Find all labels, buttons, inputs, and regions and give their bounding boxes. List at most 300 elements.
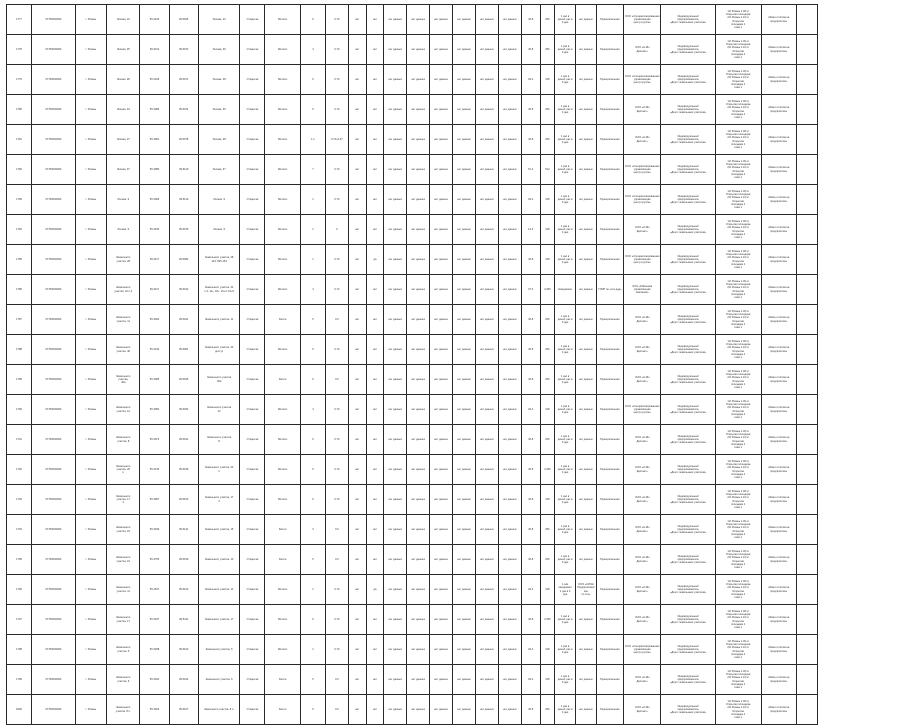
table-cell: 1/2 Рязань 1.00 ut Открытая площадка 2/2 Рязань 1.10 ut Открытая площадка 1 этаж 1	[715, 5, 761, 35]
table-cell: 1/2 Рязань 1.00 ut Открытая площадка 2/2 Рязань 1.10 ut Открытая площадка 1 этаж 1	[715, 95, 761, 125]
table-row	[7, 125, 818, 155]
table-cell: 1 раз в день/1 раз в 3 дня	[555, 425, 576, 455]
table-cell: 1 раз в день/1 раз в 3 дня	[555, 155, 576, 185]
table-cell: 1779	[7, 65, 32, 95]
table-cell: г. Рязань	[75, 155, 106, 185]
table-cell: Ежедневно	[555, 275, 576, 305]
table-cell: 0.70	[325, 485, 348, 515]
table-cell: 67760000000	[32, 335, 76, 365]
table-cell: нет данных	[453, 605, 476, 635]
table-cell: 4.350	[540, 455, 555, 485]
table-cell: нет данных	[576, 485, 597, 515]
table-cell: 256	[540, 335, 555, 365]
table-cell: нет данных	[453, 665, 476, 695]
table-cell: нет данных	[430, 545, 453, 575]
table-cell: 39.5102	[169, 635, 198, 665]
table-cell: Бетон	[265, 365, 300, 395]
table-cell: Металл	[265, 575, 300, 605]
table-cell: нет данных	[430, 155, 453, 185]
table-cell: нет данных	[407, 575, 430, 605]
table-cell: нет	[348, 275, 366, 305]
table-cell: нет данных	[576, 125, 597, 155]
table-cell: 256	[540, 545, 555, 575]
table-cell: Открытая	[240, 245, 265, 275]
table-cell: нет данных	[453, 395, 476, 425]
table-cell: нет данных	[430, 245, 453, 275]
table-cell: нет	[366, 665, 384, 695]
table-cell: 40.8	[521, 455, 540, 485]
table-cell: нет данных	[407, 455, 430, 485]
empty-cell	[796, 185, 817, 215]
table-cell: нет данных	[407, 95, 430, 125]
table-cell: Земельного участка, 5	[198, 635, 240, 665]
table-cell: 1793	[7, 485, 32, 515]
table-cell: нет данных	[453, 155, 476, 185]
table-cell: обмен отчётов на предприятии»	[761, 125, 796, 155]
table-cell: Металл	[265, 425, 300, 455]
table-cell: 1794	[7, 515, 32, 545]
table-cell: нет данных	[407, 545, 430, 575]
table-cell: нет данных	[576, 5, 597, 35]
table-cell: 1 раз в день/1 раз в 3 дня	[555, 635, 576, 665]
table-cell: 56.3096	[140, 185, 169, 215]
table-cell: г. Рязань	[75, 35, 106, 65]
table-cell: Земельного участка, 8 п.	[107, 695, 140, 725]
table-cell: нет данных	[475, 335, 498, 365]
table-cell: 39.5421	[169, 305, 198, 335]
table-cell: 1800	[7, 695, 32, 725]
table-cell: нет данных	[498, 665, 521, 695]
table-cell: Открытая	[240, 605, 265, 635]
table-cell: нет	[348, 125, 366, 155]
table-cell: 256	[540, 95, 555, 125]
table-cell: нет данных	[453, 65, 476, 95]
table-cell: нет данных	[407, 395, 430, 425]
table-cell: Земельного участка, 12	[107, 395, 140, 425]
table-cell: Лесная, 9	[107, 215, 140, 245]
table-cell: Муниципальная	[596, 305, 623, 335]
table-cell: 6	[300, 485, 325, 515]
table-cell: Индивидуальный предприниматель «Дом с земельным участком»	[661, 65, 715, 95]
table-cell: обмен отчётов на предприятии»	[761, 155, 796, 185]
table-cell: Металл	[265, 215, 300, 245]
table-cell: 29.4	[521, 635, 540, 665]
table-cell: нет данных	[384, 395, 407, 425]
empty-cell	[796, 335, 817, 365]
table-cell: нет	[348, 35, 366, 65]
table-cell: 4	[300, 275, 325, 305]
table-cell: 67760000000	[32, 35, 76, 65]
table-cell: нет данных	[384, 575, 407, 605]
table-cell: г. Рязань	[75, 305, 106, 335]
table-cell: нет данных	[384, 665, 407, 695]
table-cell: Муниципальная	[596, 95, 623, 125]
table-cell: 0.6	[325, 695, 348, 725]
table-cell: Муниципальная	[596, 395, 623, 425]
table-cell: 0.70	[325, 455, 348, 485]
table-cell: нет данных	[498, 5, 521, 35]
table-cell: нет данных	[407, 425, 430, 455]
table-cell: Муниципальная	[596, 215, 623, 245]
table-cell: 12.4	[521, 215, 540, 245]
table-cell: нет данных	[384, 245, 407, 275]
table-cell: нет	[366, 5, 384, 35]
table-cell: 56.3092	[140, 305, 169, 335]
empty-cell	[796, 155, 817, 185]
table-cell: Лесная, 25	[107, 35, 140, 65]
table-cell: 0.70	[325, 155, 348, 185]
table-cell: нет	[348, 485, 366, 515]
table-cell: нет данных	[384, 335, 407, 365]
table-cell: Открытая	[240, 635, 265, 665]
table-cell: нет	[348, 335, 366, 365]
table-cell: 39.5141	[169, 515, 198, 545]
table-cell: нет данных	[407, 125, 430, 155]
table-cell: нет данных	[498, 275, 521, 305]
table-cell: 56.3130	[140, 335, 169, 365]
table-cell: 256	[540, 515, 555, 545]
table-cell: Муниципальная	[596, 665, 623, 695]
empty-cell	[796, 635, 817, 665]
table-cell: Индивидуальный предприниматель «Дом с земельным участком»	[661, 395, 715, 425]
table-cell: нет данных	[430, 65, 453, 95]
table-cell: 67760000000	[32, 125, 76, 155]
table-cell: нет	[348, 695, 366, 725]
table-cell: Земельного участка, 11	[198, 575, 240, 605]
table-cell: нет данных	[498, 245, 521, 275]
table-cell: ООО «К-ЭН Депозит»	[623, 605, 661, 635]
table-cell: 0.70	[325, 95, 348, 125]
table-cell: г. Рязань	[75, 635, 106, 665]
table-cell: 0.70	[325, 335, 348, 365]
table-cell: 56.3084	[140, 395, 169, 425]
table-cell: нет данных	[384, 65, 407, 95]
table-cell: 1797	[7, 605, 32, 635]
table-row	[7, 305, 818, 335]
table-cell: 0.70	[325, 635, 348, 665]
table-cell: Муниципальная	[596, 65, 623, 95]
table-cell: нет данных	[430, 185, 453, 215]
table-cell: ООО «К-ЭН Депозит»	[623, 35, 661, 65]
table-cell: 40.8	[521, 95, 540, 125]
table-cell: нет данных	[576, 665, 597, 695]
table-cell: г. Рязань	[75, 485, 106, 515]
table-cell: нет данных	[475, 395, 498, 425]
table-cell: 40.8	[521, 5, 540, 35]
table-cell: ООО «СИЭН Предприниматель по хоз»	[576, 575, 597, 605]
table-cell: нет данных	[453, 425, 476, 455]
table-cell: г. Рязань	[75, 365, 106, 395]
table-cell: 1	[300, 215, 325, 245]
table-cell: нет данных	[453, 275, 476, 305]
table-cell: нет данных	[407, 5, 430, 35]
table-cell: нет данных	[576, 305, 597, 335]
table-cell: 67760000000	[32, 575, 76, 605]
table-cell: нет данных	[384, 485, 407, 515]
empty-cell	[796, 695, 817, 725]
table-cell: ООО «Специализированная управляющая центр-группа»	[623, 185, 661, 215]
table-cell: нет данных	[430, 515, 453, 545]
table-cell: Металл	[265, 395, 300, 425]
table-cell: нет данных	[384, 455, 407, 485]
table-cell: ООО «К-ЭН Депозит»	[623, 515, 661, 545]
table-cell: нет	[348, 155, 366, 185]
table-cell: Открытая	[240, 155, 265, 185]
table-cell: Земельного участка, 6	[107, 665, 140, 695]
table-cell: 1792	[7, 455, 32, 485]
table-cell: нет данных	[453, 5, 476, 35]
table-cell: 1780	[7, 95, 32, 125]
table-cell: нет данных	[407, 605, 430, 635]
table-cell: нет данных	[475, 245, 498, 275]
table-cell: 0.72	[325, 275, 348, 305]
table-cell: 256	[540, 695, 555, 725]
table-cell: нет данных	[576, 155, 597, 185]
table-cell: нет данных	[576, 395, 597, 425]
table-cell: обмен отчётов на предприятии»	[761, 35, 796, 65]
table-cell: 56.3047	[140, 605, 169, 635]
table-cell: 1778	[7, 35, 32, 65]
empty-cell	[796, 545, 817, 575]
table-cell: 67760000000	[32, 305, 76, 335]
table-cell: ООО «К-ЭН Депозит»	[623, 665, 661, 695]
table-cell: 1/2 Рязань 1.00 ut Открытая площадка 2/2 Рязань 1.10 ut Открытая площадка 1 этаж 1	[715, 125, 761, 155]
table-cell: 29.4	[521, 575, 540, 605]
table-cell: 40.8	[521, 35, 540, 65]
table-cell: Муниципальная	[596, 515, 623, 545]
table-cell: нет	[366, 395, 384, 425]
table-cell: 67760000000	[32, 275, 76, 305]
table-cell: нет данных	[498, 365, 521, 395]
table-cell: Открытая	[240, 95, 265, 125]
table-cell: 29.4	[521, 665, 540, 695]
table-cell: 40.8	[521, 515, 540, 545]
table-cell: нет данных	[384, 605, 407, 635]
table-cell: нет данных	[453, 215, 476, 245]
table-cell: 128	[540, 185, 555, 215]
table-cell: 1/2 Рязань 1.00 ut Открытая площадка 2/2 Рязань 1.10 ut Открытая площадка 1 этаж 1	[715, 425, 761, 455]
table-cell: да	[366, 245, 384, 275]
table-cell: 1 раз в день/1 раз в 3 дня	[555, 515, 576, 545]
table-cell: Земельного участка 40а	[198, 365, 240, 395]
table-cell: г. Рязань	[75, 665, 106, 695]
table-cell: 67760000000	[32, 635, 76, 665]
table-cell: 0.6	[325, 515, 348, 545]
table-cell: Земельного участка, 42 п.4	[107, 275, 140, 305]
table-cell: 1	[300, 635, 325, 665]
table-cell: 4.350	[540, 605, 555, 635]
table-cell: нет данных	[384, 5, 407, 35]
table-cell: нет данных	[498, 605, 521, 635]
table-cell: нет данных	[453, 455, 476, 485]
table-cell: 5	[300, 455, 325, 485]
table-cell: нет данных	[407, 335, 430, 365]
table-cell: 1789	[7, 365, 32, 395]
table-cell: 67760000000	[32, 485, 76, 515]
table-cell: нет данных	[430, 335, 453, 365]
table-cell: 39.5191	[169, 425, 198, 455]
table-cell: 1 раз в день/1 раз в 3 дня	[555, 305, 576, 335]
table-cell: нет данных	[475, 665, 498, 695]
register-table	[6, 4, 818, 725]
table-cell: 1/2 Рязань 1.00 ut Открытая площадка 2/2 Рязань 1.10 ut Открытая площадка 1 этаж 1	[715, 485, 761, 515]
table-cell: 39.5116	[169, 185, 198, 215]
table-cell: нет данных	[453, 245, 476, 275]
empty-cell	[796, 665, 817, 695]
table-cell: обмен отчётов на предприятии»	[761, 665, 796, 695]
table-cell: Металл	[265, 635, 300, 665]
table-cell: нет данных	[475, 425, 498, 455]
table-cell: ООО «К-ЭН Депозит»	[623, 335, 661, 365]
table-cell: нет данных	[475, 635, 498, 665]
table-cell: нет данных	[430, 125, 453, 155]
table-cell: 6	[300, 5, 325, 35]
table-cell: Индивидуальный предприниматель «Дом с земельным участком»	[661, 575, 715, 605]
table-cell: 0.6	[325, 305, 348, 335]
table-cell: нет	[348, 425, 366, 455]
table-cell: обмен отчётов на предприятии»	[761, 305, 796, 335]
table-cell: ООО «Специализированная управляющая центр-группа»	[623, 65, 661, 95]
table-cell: нет	[366, 515, 384, 545]
table-cell: Земельного участка, 28 143, 595-154	[198, 245, 240, 275]
table-cell: Лесная, 37	[107, 125, 140, 155]
table-cell: нет данных	[498, 485, 521, 515]
table-cell: 39.5425	[169, 365, 198, 395]
table-cell: 56.3080	[140, 155, 169, 185]
table-cell: нет	[348, 665, 366, 695]
table-cell: нет данных	[453, 125, 476, 155]
table-cell: нет	[366, 365, 384, 395]
empty-cell	[796, 395, 817, 425]
table-cell: Открытая	[240, 65, 265, 95]
table-cell: Индивидуальный предприниматель «Дом с земельным участком»	[661, 365, 715, 395]
table-cell: 39.5072	[169, 35, 198, 65]
table-cell: нет	[366, 455, 384, 485]
table-cell: нет	[348, 185, 366, 215]
table-cell: 39.5078	[169, 125, 198, 155]
table-cell: Муниципальная	[596, 605, 623, 635]
table-cell: нет данных	[576, 95, 597, 125]
table-cell: нет	[366, 545, 384, 575]
table-cell: нет данных	[576, 215, 597, 245]
table-cell: г. Рязань	[75, 335, 106, 365]
table-cell: Лесная, 26	[198, 35, 240, 65]
table-cell: Индивидуальный предприниматель «Дом с земельным участком»	[661, 245, 715, 275]
table-cell: Индивидуальный предприниматель «Дом с земельным участком»	[661, 635, 715, 665]
table-cell: 1 раз в день/1 раз в 3 дня	[555, 695, 576, 725]
table-cell: нет	[366, 605, 384, 635]
table-cell: обмен отчётов на предприятии»	[761, 395, 796, 425]
table-cell: г. Рязань	[75, 125, 106, 155]
table-cell: нет данных	[430, 485, 453, 515]
table-cell: нет	[366, 65, 384, 95]
table-cell: 1/2 Рязань 1.00 ut Открытая площадка 2/2 Рязань 1.10 ut Открытая площадка 1 этаж 1	[715, 605, 761, 635]
table-cell: 0.70	[325, 605, 348, 635]
table-cell: Земельного участка 12	[198, 395, 240, 425]
table-cell: Индивидуальный предприниматель «Дом с земельным участком»	[661, 305, 715, 335]
table-cell: ООО «Специализированная управляющая центр-группа»	[623, 395, 661, 425]
table-cell: нет данных	[407, 695, 430, 725]
table-cell: г. Рязань	[75, 5, 106, 35]
table-cell: нет данных	[430, 35, 453, 65]
table-cell: Открытая	[240, 695, 265, 725]
table-cell: нет данных	[475, 455, 498, 485]
table-cell: 1777	[7, 5, 32, 35]
table-cell: 256	[540, 35, 555, 65]
table-cell: Земельного участка 8	[198, 425, 240, 455]
table-cell: нет	[366, 215, 384, 245]
table-cell: нет данных	[384, 155, 407, 185]
table-cell: 0.72+0.67	[325, 125, 348, 155]
table-cell: нет данных	[430, 425, 453, 455]
table-cell: нет данных	[407, 365, 430, 395]
table-cell: нет данных	[498, 545, 521, 575]
table-cell: 67760000000	[32, 185, 76, 215]
table-cell: 39.5452	[169, 395, 198, 425]
table-cell: 1/2 Рязань 1.00 ut Открытая площадка 2/2 Рязань 1.10 ut Открытая площадка 1 этаж 1	[715, 245, 761, 275]
table-cell: 1	[300, 575, 325, 605]
empty-cell	[796, 425, 817, 455]
table-cell: 1796	[7, 575, 32, 605]
table-cell: Металл	[265, 455, 300, 485]
table-cell: обмен отчётов на предприятии»	[761, 575, 796, 605]
table-cell: нет данных	[576, 275, 597, 305]
table-cell: нет данных	[475, 605, 498, 635]
table-cell: Индивидуальный предприниматель «Дом с земельным участком»	[661, 95, 715, 125]
table-cell: ООО «К-ЭН Депозит»	[623, 485, 661, 515]
table-cell: нет данных	[384, 305, 407, 335]
table-cell: Лесная, 28	[107, 65, 140, 95]
table-cell: 1 раз в день/1 раз в 3 дня	[555, 395, 576, 425]
table-cell: ООО «К-ЭН Депозит»	[623, 575, 661, 605]
table-cell: нет данных	[475, 185, 498, 215]
table-cell: нет данных	[430, 455, 453, 485]
table-cell: 1784	[7, 215, 32, 245]
table-body	[7, 5, 818, 725]
table-cell: обмен отчётов на предприятии»	[761, 635, 796, 665]
table-cell: нет данных	[475, 35, 498, 65]
table-cell: нет данных	[453, 185, 476, 215]
table-cell: нет	[348, 575, 366, 605]
table-cell: нет данных	[576, 605, 597, 635]
table-cell: нет	[366, 425, 384, 455]
table-cell: Индивидуальный предприниматель «Дом с земельным участком»	[661, 185, 715, 215]
table-cell: обмен отчётов на предприятии»	[761, 215, 796, 245]
empty-cell	[796, 485, 817, 515]
table-cell: Бетон	[265, 665, 300, 695]
table-cell: нет данных	[384, 275, 407, 305]
table-cell: нет	[366, 125, 384, 155]
table-cell: Металл	[265, 155, 300, 185]
table-cell: Металл	[265, 5, 300, 35]
table-cell: 40.8	[521, 485, 540, 515]
table-cell: нет данных	[475, 95, 498, 125]
table-cell: 1 раз в день/1 раз в 3 дня	[555, 545, 576, 575]
table-cell: нет данных	[453, 515, 476, 545]
table-row	[7, 185, 818, 215]
table-cell: нет данных	[498, 65, 521, 95]
table-cell: 256	[540, 125, 555, 155]
table-cell: Лесная, 12	[198, 5, 240, 35]
table-cell: 1 раз в день/1 раз в 3 дня	[555, 185, 576, 215]
table-cell: 1 раз ежедневно 1 раз в 3 дня	[555, 575, 576, 605]
table-cell: нет данных	[475, 575, 498, 605]
table-cell: 1/2 Рязань 1.00 ut Открытая площадка 2/2 Рязань 1.10 ut Открытая площадка 1 этаж 1	[715, 545, 761, 575]
table-cell: Муниципальная	[596, 425, 623, 455]
table-cell: Металл	[265, 125, 300, 155]
table-cell: 67760000000	[32, 65, 76, 95]
table-cell: 1790	[7, 395, 32, 425]
